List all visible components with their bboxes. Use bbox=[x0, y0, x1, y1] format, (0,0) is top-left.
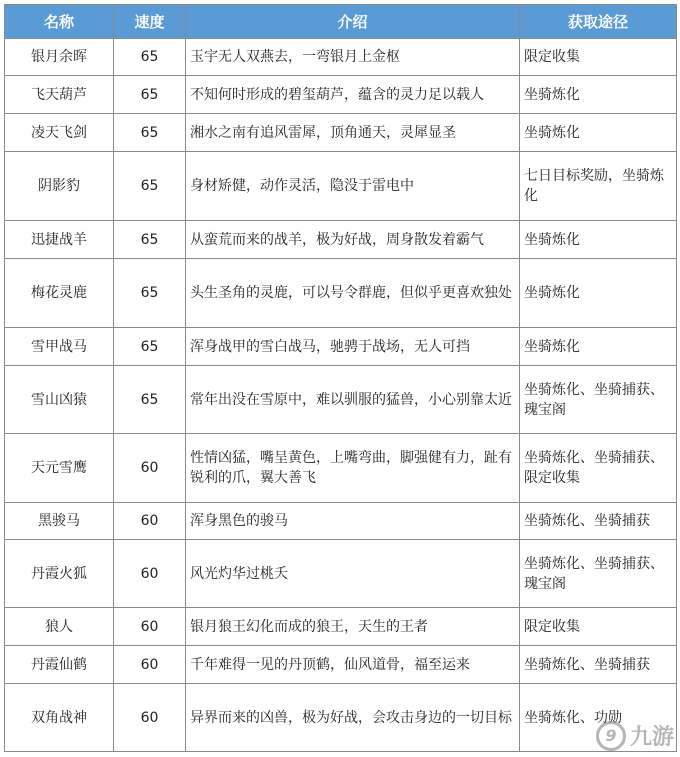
cell-speed: 65 bbox=[114, 221, 186, 259]
nine-game-logo-icon: 9 bbox=[596, 721, 626, 751]
cell-name: 梅花灵鹿 bbox=[5, 259, 114, 328]
cell-intro: 浑身黑色的骏马 bbox=[186, 503, 520, 540]
cell-name: 丹霞火狐 bbox=[5, 540, 114, 608]
cell-source: 坐骑炼化、坐骑捕获、限定收集 bbox=[520, 434, 677, 503]
cell-source: 坐骑炼化 bbox=[520, 221, 677, 259]
watermark-text: 九游 bbox=[629, 725, 674, 750]
cell-name: 天元雪鹰 bbox=[5, 434, 114, 503]
cell-name: 雪山凶猿 bbox=[5, 366, 114, 434]
table-row bbox=[5, 646, 677, 684]
cell-speed: 65 bbox=[114, 152, 186, 221]
cell-intro: 玉宇无人双燕去，一弯银月上金枢 bbox=[186, 39, 520, 76]
cell-name: 狼人 bbox=[5, 608, 114, 646]
cell-speed: 65 bbox=[114, 76, 186, 114]
cell-intro: 异界而来的凶兽，极为好战，会攻击身边的一切目标 bbox=[186, 684, 520, 752]
cell-name: 丹霞仙鹤 bbox=[5, 646, 114, 684]
table-row bbox=[5, 259, 677, 328]
cell-intro: 浑身战甲的雪白战马，驰骋于战场，无人可挡 bbox=[186, 328, 520, 366]
cell-source: 坐骑炼化、坐骑捕获、瑰宝阁 bbox=[520, 366, 677, 434]
table-row bbox=[5, 76, 677, 114]
table-row bbox=[5, 608, 677, 646]
cell-speed: 65 bbox=[114, 328, 186, 366]
cell-speed: 65 bbox=[114, 366, 186, 434]
cell-name: 雪甲战马 bbox=[5, 328, 114, 366]
cell-name: 凌天飞剑 bbox=[5, 114, 114, 152]
table-row bbox=[5, 221, 677, 259]
table-row bbox=[5, 114, 677, 152]
cell-intro: 不知何时形成的碧玺葫芦，蕴含的灵力足以载人 bbox=[186, 76, 520, 114]
table-header-row bbox=[5, 5, 677, 39]
cell-speed: 65 bbox=[114, 39, 186, 76]
cell-source: 坐骑炼化 bbox=[520, 76, 677, 114]
table-row bbox=[5, 328, 677, 366]
header-intro: 介绍 bbox=[186, 5, 520, 39]
cell-intro: 千年难得一见的丹顶鹤，仙风道骨，福至运来 bbox=[186, 646, 520, 684]
table-row bbox=[5, 39, 677, 76]
cell-source: 限定收集 bbox=[520, 39, 677, 76]
cell-intro: 身材矫健，动作灵活，隐没于雷电中 bbox=[186, 152, 520, 221]
cell-source: 限定收集 bbox=[520, 608, 677, 646]
cell-speed: 60 bbox=[114, 646, 186, 684]
cell-intro: 性情凶猛，嘴呈黄色，上嘴弯曲，脚强健有力，趾有锐利的爪，翼大善飞 bbox=[186, 434, 520, 503]
cell-name: 黑骏马 bbox=[5, 503, 114, 540]
cell-intro: 湘水之南有追风雷犀，顶角通天，灵犀显圣 bbox=[186, 114, 520, 152]
cell-name: 银月余晖 bbox=[5, 39, 114, 76]
cell-intro: 风光灼华过桃夭 bbox=[186, 540, 520, 608]
header-speed: 速度 bbox=[114, 5, 186, 39]
header-source: 获取途径 bbox=[520, 5, 677, 39]
cell-intro: 从蛮荒而来的战羊，极为好战，周身散发着霸气 bbox=[186, 221, 520, 259]
cell-intro: 银月狼王幻化而成的狼王，天生的王者 bbox=[186, 608, 520, 646]
header-name: 名称 bbox=[5, 5, 114, 39]
cell-source: 坐骑炼化、坐骑捕获、瑰宝阁 bbox=[520, 540, 677, 608]
cell-name: 双角战神 bbox=[5, 684, 114, 752]
cell-source: 坐骑炼化、坐骑捕获 bbox=[520, 646, 677, 684]
table-row bbox=[5, 503, 677, 540]
mount-table bbox=[4, 4, 677, 752]
cell-intro: 头生圣角的灵鹿，可以号令群鹿，但似乎更喜欢独处 bbox=[186, 259, 520, 328]
table-row bbox=[5, 152, 677, 221]
cell-source: 坐骑炼化 bbox=[520, 114, 677, 152]
cell-speed: 60 bbox=[114, 684, 186, 752]
cell-name: 迅捷战羊 bbox=[5, 221, 114, 259]
table-row bbox=[5, 684, 677, 752]
table-row bbox=[5, 434, 677, 503]
cell-source: 坐骑炼化 bbox=[520, 259, 677, 328]
cell-source: 坐骑炼化、功勋 bbox=[520, 684, 677, 752]
cell-speed: 65 bbox=[114, 259, 186, 328]
table-row bbox=[5, 540, 677, 608]
cell-speed: 65 bbox=[114, 114, 186, 152]
cell-name: 阴影豹 bbox=[5, 152, 114, 221]
cell-speed: 60 bbox=[114, 608, 186, 646]
cell-speed: 60 bbox=[114, 503, 186, 540]
cell-name: 飞天葫芦 bbox=[5, 76, 114, 114]
cell-speed: 60 bbox=[114, 540, 186, 608]
cell-source: 七日目标奖励，坐骑炼化 bbox=[520, 152, 677, 221]
table-row bbox=[5, 366, 677, 434]
cell-source: 坐骑炼化、坐骑捕获 bbox=[520, 503, 677, 540]
cell-speed: 60 bbox=[114, 434, 186, 503]
cell-source: 坐骑炼化 bbox=[520, 328, 677, 366]
cell-intro: 常年出没在雪原中，难以驯服的猛兽，小心别靠太近 bbox=[186, 366, 520, 434]
